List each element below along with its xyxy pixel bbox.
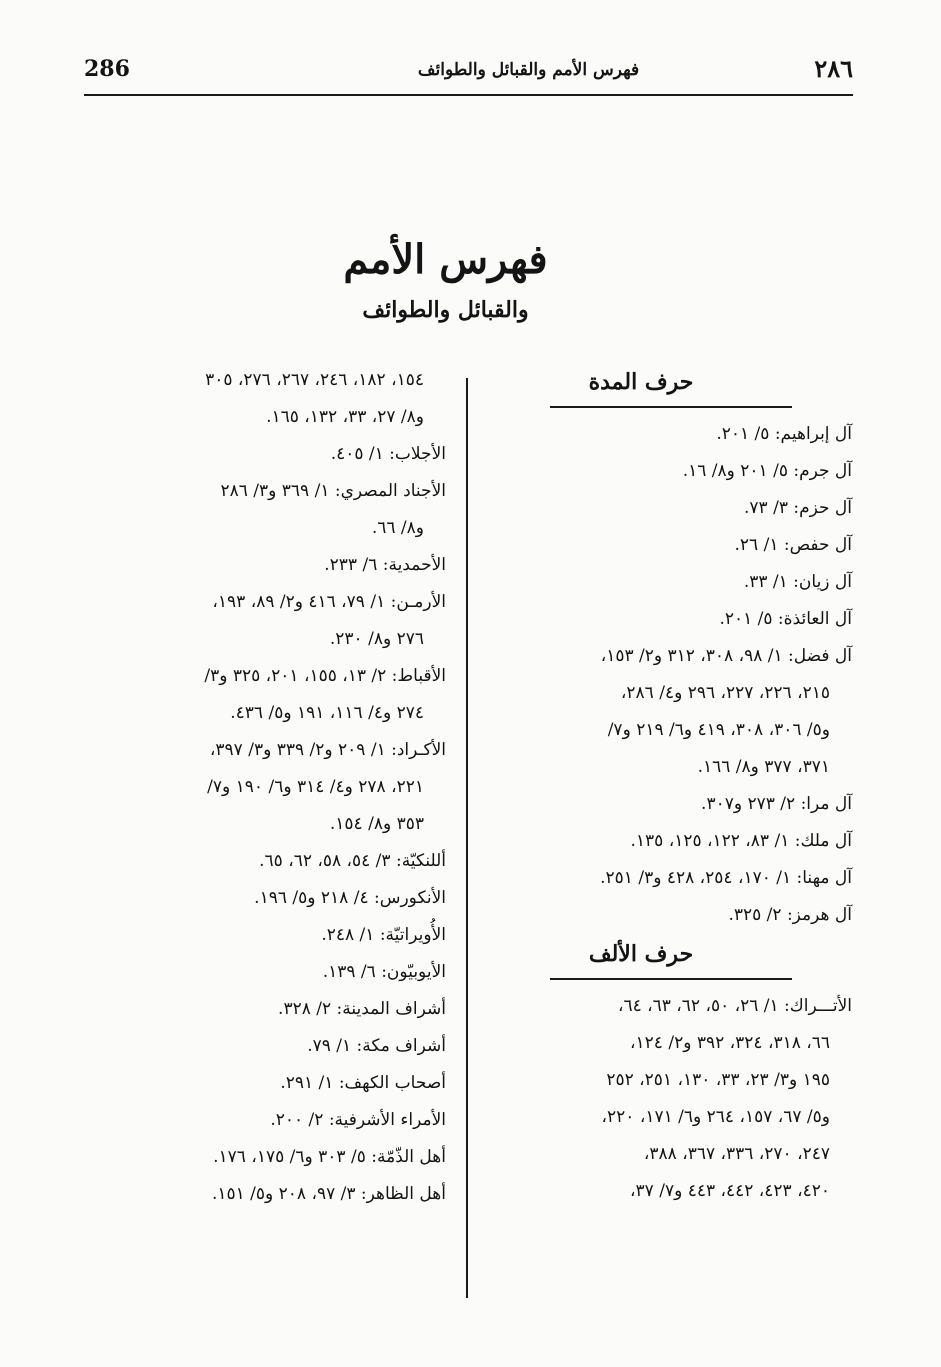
index-entry-continuation: ٢٢١، ٢٧٨ و٤/ ٣١٤ و٦/ ١٩٠ و٧/ bbox=[207, 777, 424, 797]
section-heading-alif: حرف الألف bbox=[588, 941, 694, 967]
index-entry: الأيوبيّون: ٦/ ١٣٩. bbox=[322, 962, 446, 982]
index-entry: أشراف مكة: ١/ ٧٩. bbox=[307, 1036, 446, 1056]
index-entry-continuation: ٤٢٠، ٤٢٣، ٤٤٢، ٤٤٣ و٧/ ٣٧، bbox=[630, 1181, 830, 1201]
index-entry: آل جرم: ٥/ ٢٠١ و٨/ ١٦. bbox=[682, 461, 852, 481]
index-entry: الأتـــراك: ١/ ٢٦، ٥٠، ٦٢، ٦٣، ٦٤، bbox=[617, 996, 852, 1016]
index-entry-continuation: ٣٥٣ و٨/ ١٥٤. bbox=[329, 814, 424, 834]
index-entry: الأمراء الأشرفية: ٢/ ٢٠٠. bbox=[270, 1110, 446, 1130]
index-entry-continuation: ١٥٤، ١٨٢، ٢٤٦، ٢٦٧، ٢٧٦، ٣٠٥ bbox=[205, 370, 424, 390]
index-entry: أهل الذّمّة: ٥/ ٣٠٣ و٦/ ١٧٥، ١٧٦. bbox=[213, 1147, 446, 1167]
index-entry: أصحاب الكهف: ١/ ٢٩١. bbox=[280, 1073, 446, 1093]
index-entry: آل هرمز: ٢/ ٣٢٥. bbox=[728, 905, 852, 925]
index-entry: آل إبراهيم: ٥/ ٢٠١. bbox=[716, 424, 852, 444]
index-entry: الأجلاب: ١/ ٤٠٥. bbox=[330, 444, 446, 464]
index-entry: الأرمـن: ١/ ٧٩، ٤١٦ و٢/ ٨٩، ١٩٣، bbox=[212, 592, 446, 612]
index-entry: آل حفص: ١/ ٢٦. bbox=[734, 535, 852, 555]
page-header bbox=[84, 52, 853, 96]
index-entry: آل حزم: ٣/ ٧٣. bbox=[744, 498, 852, 518]
index-entry-continuation: و٥/ ٣٠٦، ٣٠٨، ٤١٩ و٦/ ٢١٩ و٧/ bbox=[607, 720, 830, 740]
index-subtitle: والقبائل والطوائف bbox=[362, 297, 529, 323]
index-entry: أشراف المدينة: ٢/ ٣٢٨. bbox=[278, 999, 446, 1019]
index-title: فهرس الأمم bbox=[343, 236, 548, 283]
page-number-latin: 286 bbox=[84, 56, 130, 82]
index-entry: الأقباط: ٢/ ١٣، ١٥٥، ٢٠١، ٣٢٥ و٣/ bbox=[204, 666, 446, 686]
index-entry: أهل الظاهر: ٣/ ٩٧، ٢٠٨ و٥/ ١٥١. bbox=[211, 1184, 446, 1204]
running-title: فهرس الأمم والقبائل والطوائف bbox=[417, 60, 640, 80]
index-entry-continuation: ٦٦، ٣١٨، ٣٢٤، ٣٩٢ و٢/ ١٢٤، bbox=[630, 1033, 830, 1053]
index-entry: الأُويراتيّة: ١/ ٢٤٨. bbox=[321, 925, 446, 945]
section-heading-madda: حرف المدة bbox=[588, 369, 694, 395]
index-entry-continuation: ٢١٥، ٢٢٦، ٢٢٧، ٢٩٦ و٤/ ٢٨٦، bbox=[620, 683, 830, 703]
index-entry: الأحمدية: ٦/ ٢٣٣. bbox=[324, 555, 446, 575]
index-entry: الأجناد المصري: ١/ ٣٦٩ و٣/ ٢٨٦ bbox=[220, 481, 446, 501]
index-entry-continuation: ٣٧١، ٣٧٧ و٨/ ١٦٦. bbox=[697, 757, 830, 777]
index-entry-continuation: ١٩٥ و٣/ ٢٣، ٣٣، ١٣٠، ٢٥١، ٢٥٢ bbox=[606, 1070, 830, 1090]
index-entry: آل العائذة: ٥/ ٢٠١. bbox=[719, 609, 852, 629]
section-rule bbox=[550, 978, 792, 980]
index-entry: الأنكورس: ٤/ ٢١٨ و٥/ ١٩٦. bbox=[254, 888, 446, 908]
left-column bbox=[78, 362, 446, 1213]
page-number-arabic: ٢٨٦ bbox=[814, 54, 853, 83]
index-title-block bbox=[0, 230, 941, 330]
index-entry: آل فضل: ١/ ٩٨، ٣٠٨، ٣١٢ و٢/ ١٥٣، bbox=[600, 646, 852, 666]
index-entry-continuation: و٥/ ٦٧، ١٥٧، ٢٦٤ و٦/ ١٧١، ٢٢٠، bbox=[601, 1107, 830, 1127]
index-entry: أللنكيّة: ٣/ ٥٤، ٥٨، ٦٢، ٦٥. bbox=[259, 851, 446, 871]
index-entry: آل زيان: ١/ ٣٣. bbox=[743, 572, 852, 592]
index-entry: الأكـراد: ١/ ٢٠٩ و٢/ ٣٣٩ و٣/ ٣٩٧، bbox=[209, 740, 446, 760]
index-entry: آل مهنا: ١/ ١٧٠، ٢٥٤، ٤٢٨ و٣/ ٢٥١. bbox=[600, 868, 852, 888]
index-entry-continuation: و٨/ ٦٦. bbox=[371, 518, 424, 538]
index-entry: آل مرا: ٢/ ٢٧٣ و٣٠٧. bbox=[701, 794, 852, 814]
index-entry-continuation: ٢٧٤ و٤/ ١١٦، ١٩١ و٥/ ٤٣٦. bbox=[230, 703, 424, 723]
right-column bbox=[490, 362, 852, 1210]
index-entry-continuation: ٢٧٦ و٨/ ٢٣٠. bbox=[329, 629, 424, 649]
index-entry: آل ملك: ١/ ٨٣، ١٢٢، ١٢٥، ١٣٥. bbox=[630, 831, 852, 851]
index-entry-continuation: و٨/ ٢٧، ٣٣، ١٣٢، ١٦٥. bbox=[266, 407, 424, 427]
index-entry-continuation: ٢٤٧، ٢٧٠، ٣٣٦، ٣٦٧، ٣٨٨، bbox=[643, 1144, 830, 1164]
section-rule bbox=[550, 406, 792, 408]
column-divider bbox=[466, 378, 468, 1298]
